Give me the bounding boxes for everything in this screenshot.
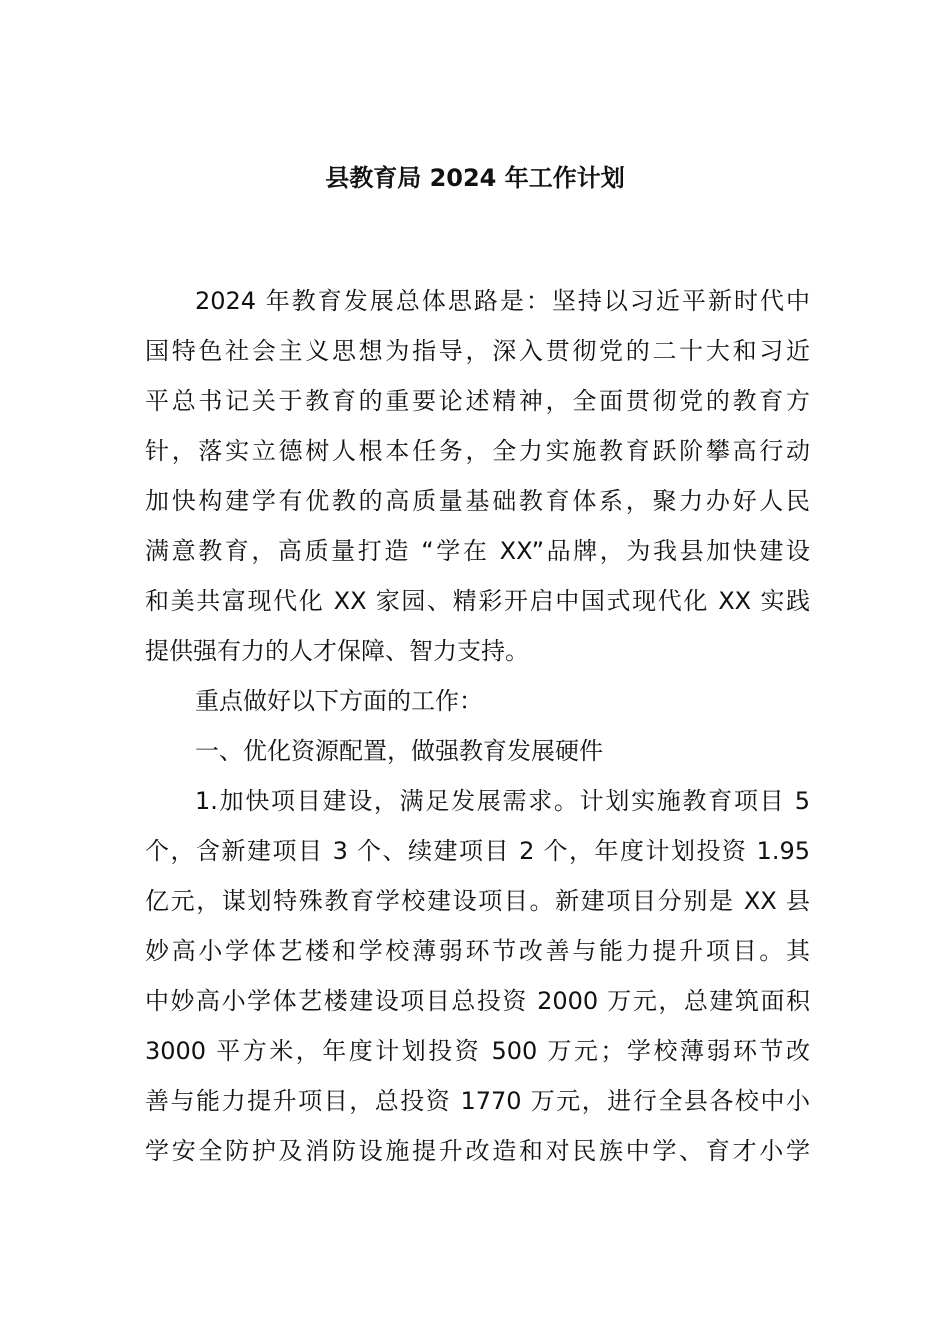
paragraph-line: 平总书记关于教育的重要论述精神，全面贯彻党的教育方 <box>145 387 810 415</box>
paragraph-line: 加快构建学有优教的高质量基础教育体系，聚力办好人民 <box>145 487 810 515</box>
paragraph-line: 满意教育，高质量打造 “学在 XX”品牌，为我县加快建设 <box>145 537 810 565</box>
paragraph-line: 和美共富现代化 XX 家园、精彩开启中国式现代化 XX 实践 <box>145 587 810 615</box>
section-heading: 一、优化资源配置，做强教育发展硬件 <box>195 737 603 765</box>
paragraph-line: 学安全防护及消防设施提升改造和对民族中学、育才小学 <box>145 1137 810 1165</box>
paragraph-line: 亿元，谋划特殊教育学校建设项目。新建项目分别是 XX 县 <box>145 887 810 915</box>
paragraph-line: 针，落实立德树人根本任务，全力实施教育跃阶攀高行动 <box>145 437 810 465</box>
paragraph-line: 中妙高小学体艺楼建设项目总投资 2000 万元，总建筑面积 <box>145 987 810 1015</box>
paragraph-line: 个，含新建项目 3 个、续建项目 2 个，年度计划投资 1.95 <box>145 837 810 865</box>
paragraph-line: 2024 年教育发展总体思路是：坚持以习近平新时代中 <box>195 287 810 315</box>
document-title: 县教育局 2024 年工作计划 <box>325 164 625 192</box>
paragraph-line: 善与能力提升项目，总投资 1770 万元，进行全县各校中小 <box>145 1087 810 1115</box>
paragraph-line: 国特色社会主义思想为指导，深入贯彻党的二十大和习近 <box>145 337 810 365</box>
document-body <box>145 276 810 1176</box>
paragraph-line: 3000 平方米，年度计划投资 500 万元；学校薄弱环节改 <box>145 1037 810 1065</box>
paragraph-line: 妙高小学体艺楼和学校薄弱环节改善与能力提升项目。其 <box>145 937 810 965</box>
paragraph-line: 提供强有力的人才保障、智力支持。 <box>145 637 529 665</box>
paragraph-line: 重点做好以下方面的工作： <box>195 687 483 715</box>
paragraph-line: 1.加快项目建设，满足发展需求。计划实施教育项目 5 <box>195 787 810 815</box>
